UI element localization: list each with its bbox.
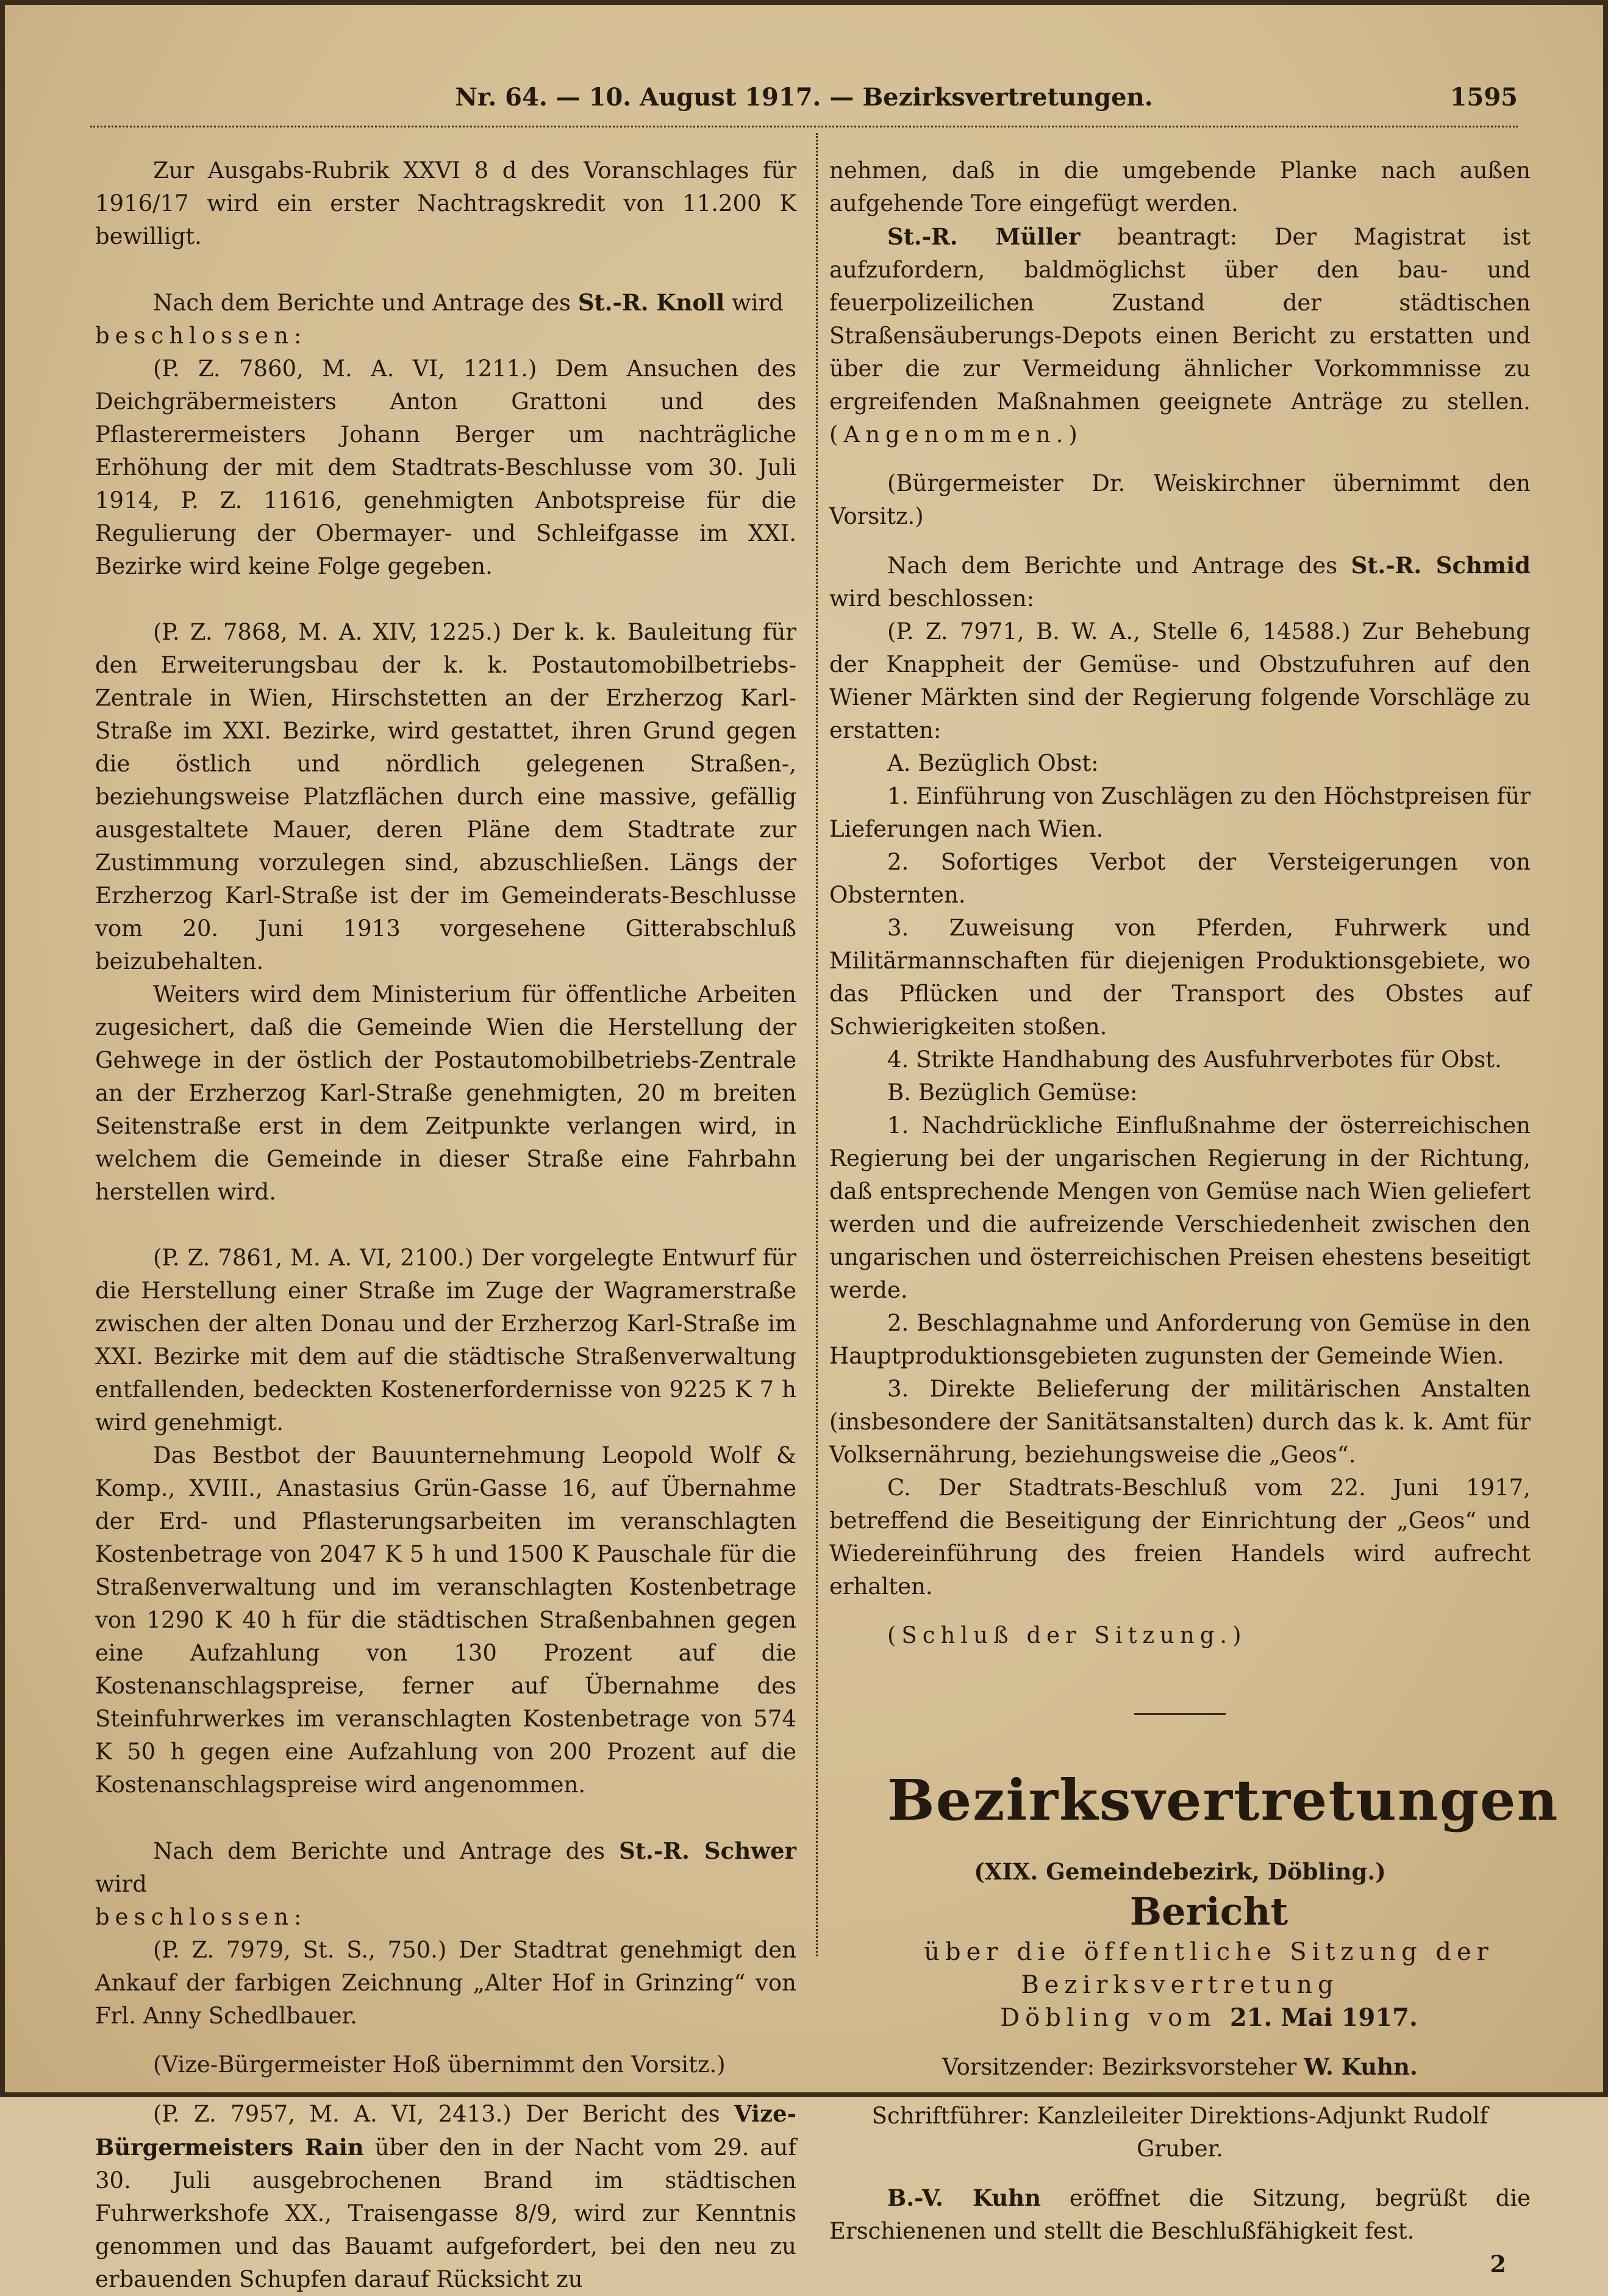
report-date-line: [829, 2001, 1531, 2034]
paragraph: (P. Z. 7868, M. A. XIV, 1225.) Der k. k. Bauleitung für den Erweiterungsbau der k. k. Postautomobilbetriebs-Zentrale in Wien, Hirschstetten an der Erzherzog Karl-Straße im XXI. Bezirke, wird gestattet, ihren Grund gegen die östlich und nördlich gelegenen Straßen-, beziehungsweise Platzflächen durch eine massive, gefällig ausgestaltete Mauer, deren Pläne dem Stadtrate zur Zustimmung vorzulegen sind, abzuschließen. Längs der Erzherzog Karl-Straße ist der im Gemeinderats-Beschlusse vom 20. Juni 1913 vorgesehene Gitterabschluß beizubehalten.: [95, 619, 796, 975]
councillor-name: St.-R. Schwer: [619, 1837, 796, 1864]
chair-line: [829, 2050, 1531, 2084]
list-item: C. Der Stadtrats-Beschluß vom 22. Juni 1917, betreffend die Beseitigung der Einrichtung der „Geos“ und Wiedereinführung des freien Handels wird aufrecht erhalten.: [829, 1475, 1531, 1600]
paragraph: (P. Z. 7861, M. A. VI, 2100.) Der vorgelegte Entwurf für die Herstellung einer Straße im Zuge der Wagramerstraße zwischen der alten Donau und der Erzherzog Karl-Straße im XXI. Bezirke mit dem auf die städtische Straßenverwaltung entfallenden, bedeckten Kostenerfordernisse von 9225 K 7 h wird genehmigt.: [95, 1245, 796, 1436]
page-number: 1595: [1449, 83, 1518, 112]
paragraph-text-end: über den in der Nacht vom 29. auf 30. Juli ausgebrochenen Brand im städtischen Fuhrwerkshofe XX., Traisengasse 8/9, wird zur Kenntnis genommen und das Bauamt aufgefordert, bei den neu zu erbauenden Schupfen darauf Rücksicht zu: [95, 2134, 796, 2292]
list-heading: A. Bezüglich Obst:: [887, 750, 1099, 776]
chair-note: (Vize-Bürgermeister Hoß übernimmt den Vorsitz.): [153, 2051, 726, 2078]
beschlossen-label: beschlossen:: [95, 323, 307, 349]
paragraph: (P. Z. 7971, B. W. A., Stelle 6, 14588.) Zur Behebung der Knappheit der Gemüse- und Obstzufuhren auf den Wiener Märkten sind der Regierung folgende Vorschläge zu erstatten:: [829, 618, 1531, 743]
paragraph: Weiters wird dem Ministerium für öffentliche Arbeiten zugesichert, daß die Gemeinde Wien die Herstellung der Gehwege in der östlich der Postautomobilbetriebs-Zentrale an der Erzherzog Karl-Straße genehmigten, 20 m breiten Seitenstraße erst in dem Zeitpunkte verlangen wird, in welchem die Gemeinde in dieser Straße eine Fahrbahn herstellen wird.: [95, 981, 796, 1205]
report-place: Döbling vom: [1000, 2004, 1230, 2032]
beschlossen-label: beschlossen:: [95, 1904, 307, 1930]
chair-label: Vorsitzender: Bezirksvorsteher: [942, 2054, 1304, 2080]
report-title: Bericht: [1129, 1889, 1288, 1934]
right-column: [829, 154, 1559, 2281]
paragraph: nehmen, daß in die umgebende Planke nach außen aufgehende Tore eingefügt werden.: [829, 157, 1531, 216]
intro-text-end: wird: [724, 290, 784, 316]
resolution-intro: [95, 1834, 796, 1901]
opening-text: eröffnet die Sitzung, begrüßt die Erschienenen und stellt die Beschlußfähigkeit fest.: [829, 2185, 1531, 2244]
paragraph: Zur Ausgabs-Rubrik XXVI 8 d des Voranschlages für 1916/17 wird ein erster Nachtragskredit von 11.200 K bewilligt.: [95, 157, 796, 249]
left-column: [95, 154, 796, 2296]
list-item: 2. Beschlagnahme und Anforderung von Gemüse in den Hauptproduktionsgebieten zugunsten der Gemeinde Wien.: [829, 1310, 1531, 1369]
list-item: 1. Einführung von Zuschlägen zu den Höchstpreisen für Lieferungen nach Wien.: [829, 783, 1531, 842]
councillor-name: St.-R. Müller: [887, 223, 1081, 250]
list-item: 2. Sofortiges Verbot der Versteigerungen von Obsternten.: [829, 849, 1531, 908]
intro-text: Nach dem Berichte und Antrage des: [153, 1838, 620, 1864]
session-close: (Schluß der Sitzung.): [887, 1622, 1247, 1648]
list-item: 3. Direkte Belieferung der militärischen Anstalten (insbesondere der Sanitätsanstalten) durch das k. k. Amt für Volksernährung, beziehungsweise die „Geos“.: [829, 1376, 1531, 1468]
vice-mayor-name: Vize-Bürgermeisters Rain: [95, 2100, 796, 2161]
councillor-name: St.-R. Knoll: [577, 289, 725, 316]
header-title: Nr. 64. — 10. August 1917. — Bezirksvertretungen.: [455, 83, 1153, 112]
paragraph: (P. Z. 7860, M. A. VI, 1211.) Dem Ansuchen des Deichgräbermeisters Anton Grattoni und des Pflasterermeisters Johann Berger um nachträgliche Erhöhung der mit dem Stadtrats-Beschlusse vom 30. Juli 1914, P. Z. 11616, genehmigten Anbotspreise für die Regulierung der Obermayer- und Schleifgasse im XXI. Bezirke wird keine Folge gegeben.: [95, 356, 796, 579]
page-header: [90, 72, 1518, 121]
paragraph: (P. Z. 7979, St. S., 750.) Der Stadtrat genehmigt den Ankauf der farbigen Zeichnung „Alter Hof in Grinzing“ von Frl. Anny Schedlbauer.: [95, 1937, 796, 2029]
motion-text: beantragt: Der Magistrat ist aufzufordern, baldmöglichst über den bau- und feuerpolizeilichen Zustand der städtischen Straßensäuberungs-Depots einen Bericht zu erstatten und über die zur Vermeidung ähnlicher Vorkommnisse zu ergreifenden Maßnahmen geeignete Anträge zu stellen.: [829, 224, 1531, 415]
list-heading: B. Bezüglich Gemüse:: [887, 1079, 1138, 1106]
list-item: 1. Nachdrückliche Einflußnahme der österreichischen Regierung bei der ungarischen Regierung in der Richtung, daß entsprechende Mengen von Gemüse nach Wien geliefert werden und die aufreizende Verschiedenheit zwischen den ungarischen und österreichischen Preisen ehestens beseitigt werde.: [829, 1112, 1531, 1303]
motion-paragraph: [829, 220, 1531, 451]
opening-paragraph: [829, 2181, 1531, 2248]
paragraph-text: (P. Z. 7957, M. A. VI, 2413.) Der Bericht des: [153, 2101, 734, 2127]
column-divider: [816, 133, 818, 1956]
secretary-line: Schriftführer: Kanzleileiter Direktions-Adjunkt Rudolf Gruber.: [871, 2103, 1488, 2162]
councillor-name: St.-R. Schmid: [1351, 552, 1531, 579]
list-item: 3. Zuweisung von Pferden, Fuhrwerk und Militärmannschaften für diejenigen Produktionsgebiete, wo das Pflücken und der Transport des Obstes auf Schwierigkeiten stoßen.: [829, 915, 1531, 1040]
section-title: Bezirksvertretungen: [887, 1767, 1559, 1833]
paragraph: [95, 2097, 796, 2296]
paragraph: Das Bestbot der Bauunternehmung Leopold Wolf & Komp., XVIII., Anastasius Grün-Gasse 16, auf Übernahme der Erd- und Pflasterungsarbeiten im veranschlagten Kostenbetrage von 2047 K 5 h und 1500 K Pauschale für die Straßenverwaltung und im veranschlagten Kostenbetrage von 1290 K 40 h für die städtischen Straßenbahnen gegen eine Aufzahlung von 130 Prozent auf die Kostenanschlagspreise, ferner auf Übernahme des Steinfuhrwerkes im veranschlagten Kostenbetrage von 574 K 50 h gegen eine Aufzahlung von 200 Prozent auf die Kostenanschlagspreise wird angenommen.: [95, 1442, 796, 1798]
resolution-intro: [95, 286, 796, 320]
header-divider: [90, 126, 1518, 127]
intro-text: Nach dem Berichte und Antrage des: [887, 553, 1351, 579]
motion-result: (Angenommen.): [829, 421, 1083, 448]
intro-text-end: wird: [95, 1871, 147, 1897]
intro-text-end: wird beschlossen:: [829, 585, 1035, 612]
resolution-intro: [829, 549, 1531, 615]
district-head-name: B.-V. Kuhn: [887, 2184, 1041, 2211]
corner-number: 2: [1490, 2250, 1506, 2278]
report-subtitle: über die öffentliche Sitzung der Bezirksvertretung: [924, 1938, 1494, 1999]
chair-note: (Bürgermeister Dr. Weiskirchner übernimmt den Vorsitz.): [829, 470, 1531, 529]
intro-text: Nach dem Berichte und Antrage des: [153, 290, 578, 316]
district-label: (XIX. Gemeindebezirk, Döbling.): [974, 1858, 1386, 1885]
list-item: 4. Strikte Handhabung des Ausfuhrverbotes für Obst.: [887, 1046, 1502, 1073]
report-date: 21. Mai 1917.: [1229, 2003, 1418, 2032]
chair-name: W. Kuhn.: [1304, 2053, 1418, 2080]
